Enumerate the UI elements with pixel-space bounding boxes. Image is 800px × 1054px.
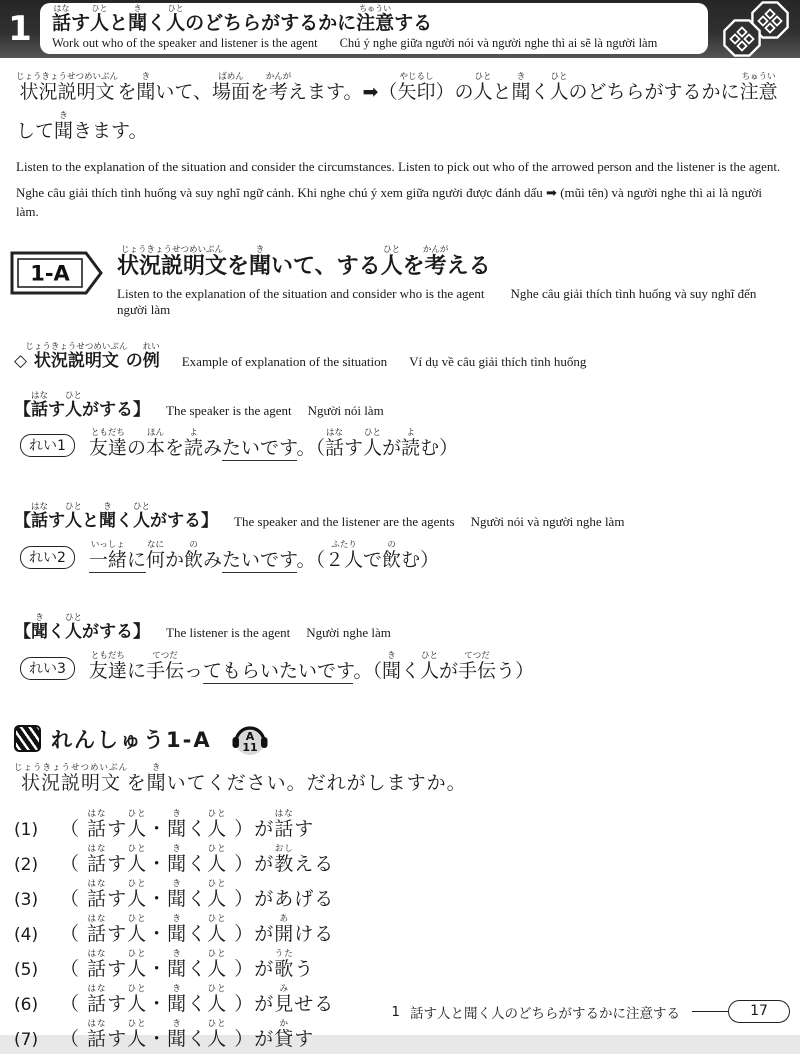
example-badge: れい3 — [20, 657, 75, 680]
chapter-header — [0, 0, 800, 58]
chapter-number: 1 — [8, 9, 32, 49]
item-number: (2) — [14, 854, 39, 875]
case-label-vi: Người nghe làm — [306, 625, 391, 641]
item-number: (6) — [14, 994, 39, 1015]
example-badge: れい1 — [20, 434, 75, 457]
item-number: (3) — [14, 889, 39, 910]
practice-item-5 — [14, 949, 784, 984]
page-number-badge: 17 — [728, 1000, 790, 1023]
item-number: (1) — [14, 819, 39, 840]
case-label-vi: Người nói làm — [307, 403, 384, 418]
example-case-speaker-listener — [14, 502, 784, 579]
item-text-jp: （ 話はなす人ひと・聞きく人ひと ）が開あける — [60, 913, 335, 945]
audio-track-letter: A — [245, 729, 254, 743]
item-text-jp: （ 話はなす人ひと・聞きく人ひと ）があげる — [60, 878, 335, 910]
footer-rule — [692, 1011, 728, 1012]
item-text-jp: （ 話はなす人ひと・聞きく人ひと ）が教おしえる — [60, 843, 335, 875]
practice-item-1 — [14, 809, 784, 844]
case-label-en: The listener is the agent — [166, 625, 291, 641]
footer-chapter-number: 1 — [391, 1003, 400, 1020]
case-label-jp: 【話はなす人ひとがする】 — [14, 391, 150, 420]
examples-heading-jp: ◇状況説明文じょうきょうせつめいぶんの例れい — [14, 341, 160, 371]
chapter-title-jp: 話はなす人ひとと聞きく人ひとのどちらがするかに注意ちゅういする — [52, 4, 433, 34]
audio-track-icon — [230, 721, 270, 757]
page-footer — [391, 1000, 790, 1023]
example-case-listener — [14, 613, 784, 690]
practice-title: れんしゅう1-A — [51, 727, 212, 752]
intro-section — [16, 72, 784, 221]
section-1a-title-en: Listen to the explanation of the situation and consider who is the agent — [117, 285, 485, 301]
audio-track-number: 11 — [241, 740, 258, 754]
footer-chapter-title: 話す人と聞く人のどちらがするかに注意する — [410, 1005, 680, 1022]
practice-item-4 — [14, 914, 784, 949]
intro-en: Listen to the explanation of the situation and consider the circumstances. Listen to pick out who of the arrowed person and the listener is the agent. — [16, 158, 781, 174]
practice-item-3 — [14, 879, 784, 914]
intro-vi: Nghe câu giải thích tình huống và suy nghĩ ngữ cảnh. Khi nghe chú ý xem giữa người được đánh dấu ➡ (mũi tên) và người nghe thì ai là người làm. — [16, 184, 763, 219]
item-text-jp: （ 話はなす人ひと・聞きく人ひと ）が話はなす — [60, 808, 315, 840]
item-text-jp: （ 話はなす人ひと・聞きく人ひと ）が歌うたう — [60, 948, 315, 980]
item-number: (5) — [14, 959, 39, 980]
example-case-speaker — [14, 391, 784, 468]
section-1a-title-jp: 状況説明文じょうきょうせつめいぶんを聞きいて、する人ひとを考かんがえる — [117, 245, 491, 280]
section-1a — [10, 245, 784, 317]
examples-section — [14, 342, 784, 691]
section-1a-badge-label: 1-A — [30, 261, 70, 286]
examples-heading-vi: Ví dụ về câu giải thích tình huống — [409, 353, 587, 369]
section-1a-badge — [10, 251, 105, 295]
example-badge: れい2 — [20, 546, 75, 569]
case-label-jp: 【話はなす人ひとと聞きく人ひとがする】 — [14, 502, 218, 532]
chapter-title-vi: Chú ý nghe giữa người nói và người nghe thì ai sẽ là người làm — [339, 36, 658, 51]
chapter-ornament-icon — [714, 0, 800, 58]
item-text-jp: （ 話はなす人ひと・聞きく人ひと ）が貸かす — [60, 1018, 315, 1050]
chapter-title-en: Work out who of the speaker and listener is the agent — [52, 36, 318, 51]
intro-jp: 状況説明文じょうきょうせつめいぶんを聞きいて、場面ばめんを考かんがえます。➡（矢印やじるし）の人ひとと聞きく人ひとのどちらがするかに注意ちゅういして聞ききます。 — [16, 72, 778, 142]
practice-instruction-jp: 状況説明文じょうきょうせつめいぶんを聞きいてください。だれがしますか。 — [14, 762, 467, 794]
case-label-en: The speaker is the agent — [166, 403, 292, 418]
example-sentence-jp: 友達ともだちに手伝てつだってもらいたいです。（聞きく人ひとが手伝てつだう） — [88, 650, 535, 682]
chapter-title-box — [40, 3, 708, 54]
example-sentence-jp: 友達ともだちの本ほんを読よみたいです。（話はなす人ひとが読よむ） — [88, 428, 459, 460]
practice-item-7 — [14, 1019, 784, 1054]
case-label-en: The speaker and the listener are the agents — [234, 514, 455, 530]
examples-heading-en: Example of explanation of the situation — [181, 353, 388, 369]
practice-item-2 — [14, 844, 784, 879]
case-label-vi: Người nói và người nghe làm — [470, 514, 625, 530]
item-text-jp: （ 話はなす人ひと・聞きく人ひと ）が見みせる — [60, 983, 335, 1015]
item-number: (7) — [14, 1029, 39, 1050]
case-label-jp: 【聞きく人ひとがする】 — [14, 613, 150, 643]
item-number: (4) — [14, 924, 39, 945]
example-sentence-jp: 一緒いっしょに何なにか飲のみたいです。（２人ふたりで飲のむ） — [88, 539, 440, 571]
practice-hatch-icon — [14, 725, 41, 752]
section-1a-title-vi: Nghe câu giải thích tình huống và suy nghĩ đến người làm — [117, 285, 757, 317]
